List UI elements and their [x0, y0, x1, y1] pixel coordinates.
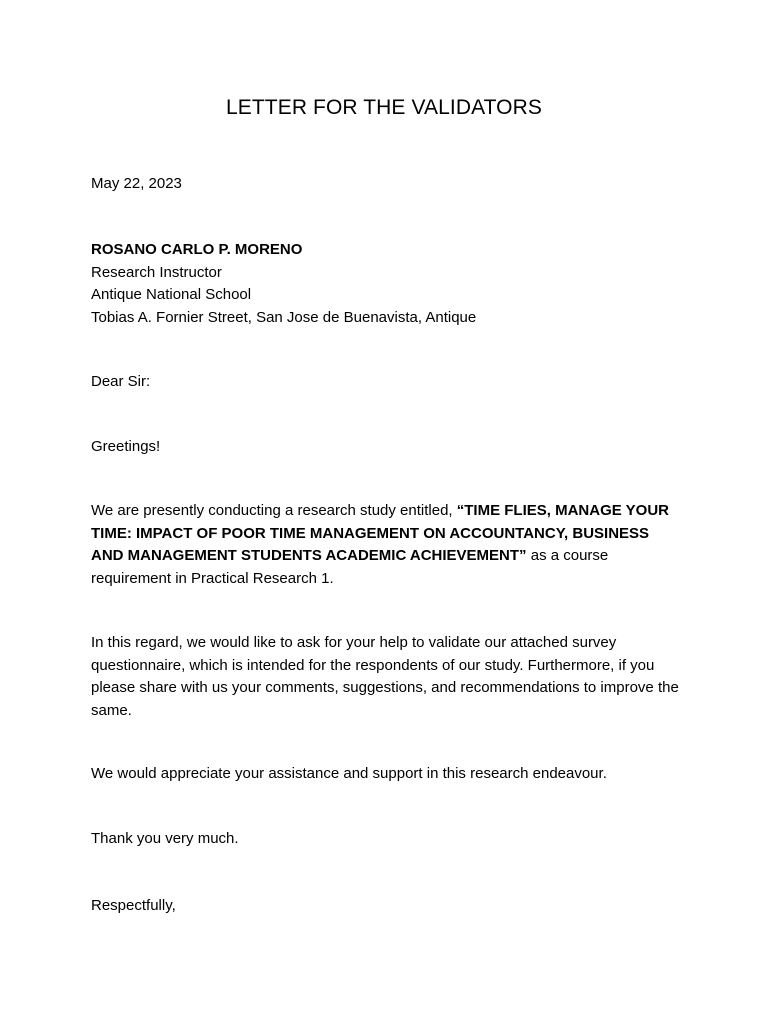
letter-title: LETTER FOR THE VALIDATORS [225, 96, 542, 119]
paragraph-study-intro: We are presently conducting a research study entitled, [91, 502, 457, 519]
recipient-position: Research Instructor [91, 263, 222, 281]
closing-line: Respectfully, [91, 897, 176, 914]
recipient-address: Tobias A. Fornier Street, San Jose de Buenavista, Antique [91, 308, 477, 326]
recipient-block [91, 239, 681, 329]
letter-date: May 22, 2023 [91, 175, 182, 192]
paragraph-study [91, 500, 681, 590]
recipient-school: Antique National School [91, 286, 252, 303]
recipient-name: ROSANO CARLO P. MORENO [91, 241, 303, 258]
paragraph-study-outro: as a course requirement in Practical Research 1. [91, 547, 609, 587]
paragraph-request: In this regard, we would like to ask for your help to validate our attached survey questionnaire, which is intended for the respondents of our study. Furthermore, if you please share with us your comments, suggestions, and recommendations to improve the same. [91, 634, 679, 719]
paragraph-appreciation: We would appreciate your assistance and support in this research endeavour. [91, 765, 607, 782]
greeting: Greetings! [91, 438, 161, 455]
thanks-line: Thank you very much. [91, 830, 239, 847]
salutation: Dear Sir: [91, 373, 151, 390]
study-title: “TIME FLIES, MANAGE YOUR TIME: IMPACT OF POOR TIME MANAGEMENT ON ACCOUNTANCY, BUSINESS AND MANAGEMENT STUDENTS ACADEMIC ACHIEVEMENT” [91, 502, 669, 564]
